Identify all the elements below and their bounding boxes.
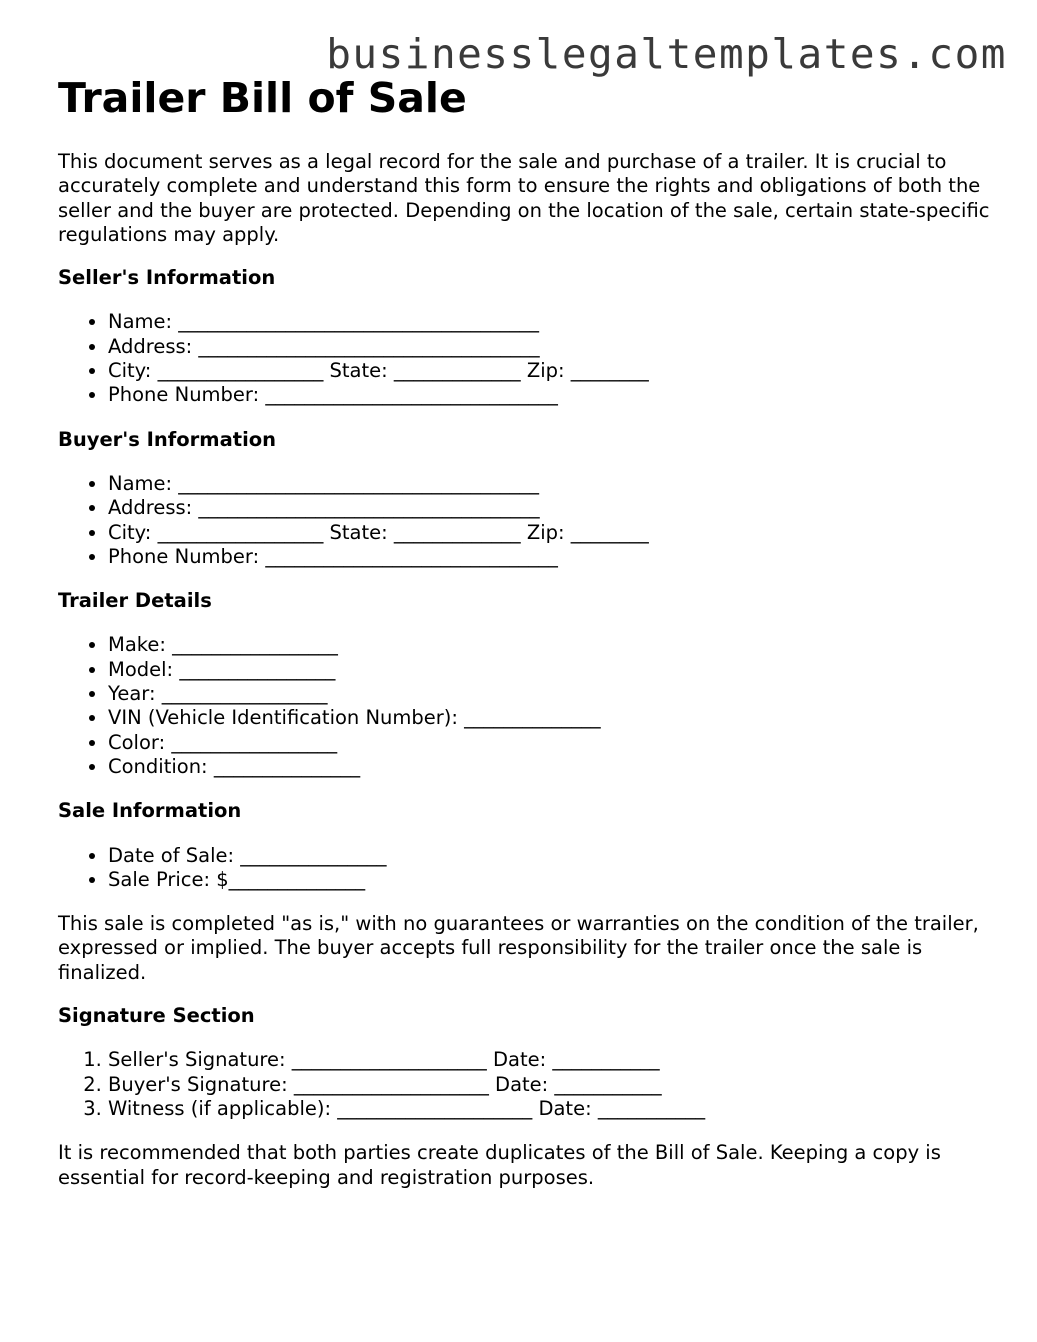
intro-paragraph: This document serves as a legal record for the sale and purchase of a trailer. It is crucial to accurately complete and understand this form to ensure the rights and obligations of both the seller and the buyer are protected. Depending on the location of the sale, certain state-specific regulations may apply. — [58, 150, 990, 246]
seller-phone-item: • Phone Number: ______________________________ — [108, 383, 998, 407]
seller-address-item: • Address: ___________________________________ — [108, 335, 998, 359]
trailer-heading: Trailer Details — [58, 589, 212, 613]
buyer-list — [58, 472, 998, 569]
as-is-paragraph: This sale is completed "as is," with no guarantees or warranties on the condition of the trailer, expressed or implied. The buyer accepts full responsibility for the trailer once the sale is finalized. — [58, 912, 979, 984]
signature-heading: Signature Section — [58, 1004, 255, 1028]
buyer-signature-item: 2. Buyer's Signature: ____________________ Date: ___________ — [108, 1073, 998, 1097]
sale-date-item: • Date of Sale: _______________ — [108, 844, 998, 868]
trailer-vin-item: • VIN (Vehicle Identification Number): ______________ — [108, 706, 998, 730]
witness-signature-item: 3. Witness (if applicable): ____________________ Date: ___________ — [108, 1097, 998, 1121]
trailer-color-item: • Color: _________________ — [108, 731, 998, 755]
buyer-city-state-zip-item: • City: _________________ State: _____________ Zip: ________ — [108, 521, 998, 545]
seller-heading: Seller's Information — [58, 266, 276, 290]
buyer-address-item: • Address: ___________________________________ — [108, 496, 998, 520]
signature-list — [58, 1048, 998, 1121]
seller-list — [58, 310, 998, 407]
trailer-list — [58, 633, 998, 779]
closing-paragraph: It is recommended that both parties create duplicates of the Bill of Sale. Keeping a copy is essential for record-keeping and registration purposes. — [58, 1141, 941, 1189]
seller-signature-item: 1. Seller's Signature: ____________________ Date: ___________ — [108, 1048, 998, 1072]
page-title: Trailer Bill of Sale — [58, 74, 467, 122]
seller-city-state-zip-item: • City: _________________ State: _____________ Zip: ________ — [108, 359, 998, 383]
buyer-heading: Buyer's Information — [58, 427, 277, 451]
sale-heading: Sale Information — [58, 799, 242, 823]
seller-name-item: • Name: _____________________________________ — [108, 310, 998, 334]
watermark: businesslegaltemplates.com — [326, 30, 1007, 78]
trailer-condition-item: • Condition: _______________ — [108, 755, 998, 779]
trailer-year-item: • Year: _________________ — [108, 682, 998, 706]
trailer-make-item: • Make: _________________ — [108, 633, 998, 657]
buyer-name-item: • Name: _____________________________________ — [108, 472, 998, 496]
sale-list — [58, 844, 998, 893]
document-body — [58, 72, 998, 1209]
buyer-phone-item: • Phone Number: ______________________________ — [108, 545, 998, 569]
sale-price-item: • Sale Price: $______________ — [108, 868, 998, 892]
trailer-model-item: • Model: ________________ — [108, 658, 998, 682]
